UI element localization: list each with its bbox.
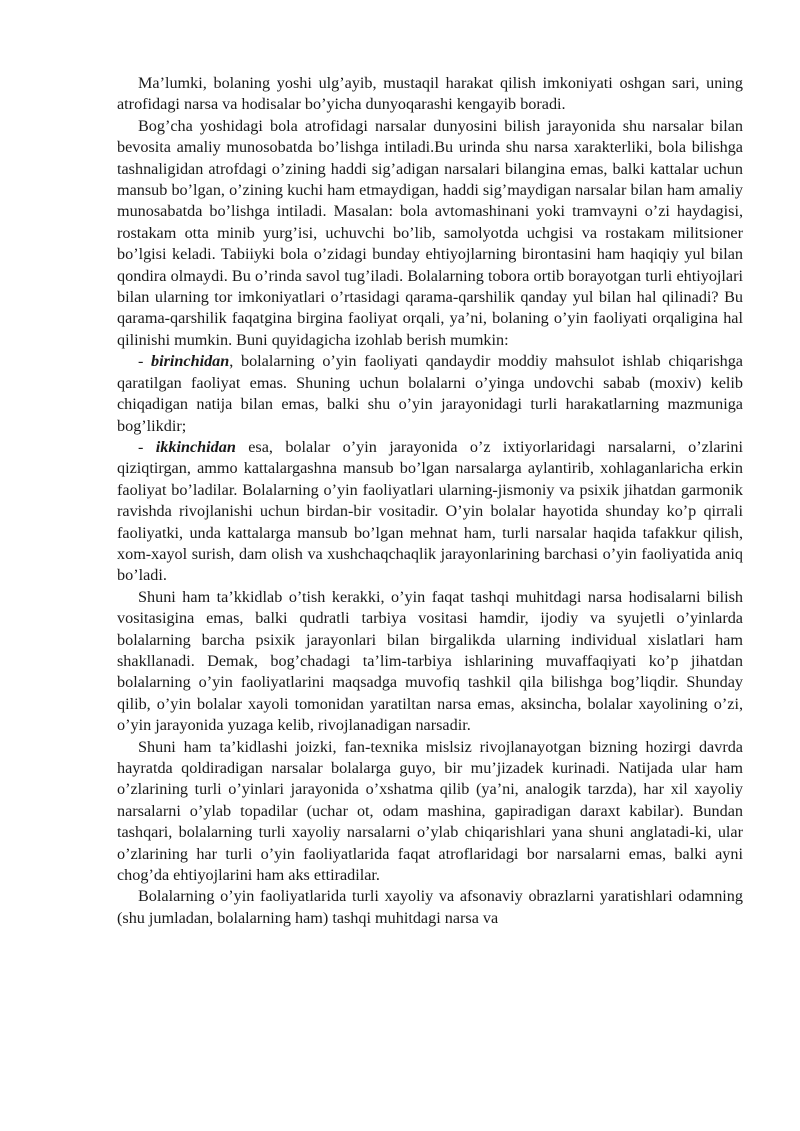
document-page: [117, 73, 743, 929]
paragraph-text: esa, bolalar o’yin jarayonida o’z ixtiyorlaridagi narsalarni, o’zlarini qiziqtirgan, ammo kattalargashna mansub bo’lgan narsalarga aylantirib, xohlaganlaricha erkin faoliyat bo’ladilar. Bolalarning o’yin faoliyatlari ularning-jismoniy va psixik jihatdan garmonik ravishda rivojlanishi uchun birdan-bir vositadir. O’yin bolalar hayotida shunday ko’p qirrali faoliyatki, unda kattalarga mansub bo’lgan mehnat ham, turli narsalar haqida tafakkur qilish, xom-xayol surish, dam olish va xushchaqchaqlik jarayonlarining barchasi o’yin faoliyatida aniq bo’ladi.: [117, 437, 743, 585]
paragraph-6: [117, 737, 743, 887]
paragraph-1: [117, 73, 743, 116]
paragraph-text: Shuni ham ta’kkidlab o’tish kerakki, o’yin faqat tashqi muhitdagi narsa hodisalarni bilish vositasigina emas, balki qudratli tarbiya vositasi hamdir, ijodiy va syujetli o’yinlarda bolalarning barcha psixik jarayonlari bilan birgalikda ularning individual xislatlari ham shakllanadi. Demak, bog’chadagi ta’lim-tarbiya ishlarining muvaffaqiyati ko’p jihatdan bolalarning o’yin faoliyatlarini maqsadga muvofiq tashkil qila bilishga bog’liqdir. Shunday qilib, o’yin bolalar xayoli tomonidan yaratiltan narsa emas, aksincha, bolalar xayolining o’zi, o’yin jarayonida yuzaga kelib, rivojlanadigan narsadir.: [117, 587, 743, 735]
paragraph-7: [117, 886, 743, 929]
paragraph-text: Bolalarning o’yin faoliyatlarida turli xayoliy va afsonaviy obrazlarni yaratishlari odamning (shu jumladan, bolalarning ham) tashqi muhitdagi narsa va: [117, 887, 743, 927]
emphasis-term: birinchidan: [151, 352, 230, 371]
paragraph-text: Bog’cha yoshidagi bola atrofidagi narsalar dunyosini bilish jarayonida shu narsalar bilan bevosita amaliy munosobatda bo’lishga intiladi.Bu urinda shu narsa xarakterliki, bola bilishga tashnaligidan atrofdagi o’zining haddi sig’adigan narsalari bilangina emas, balki kattalar uchun mansub bo’lgan, o’zining kuchi ham etmaydigan, haddi sig’maydigan narsalar bilan ham amaliy munosabatda bo’lishga intiladi. Masalan: bola avtomashinani yoki tramvayni o’zi haydagisi, rostakam otta minib yurg’isi, uchuvchi bo’lib, samolyotda uchgisi va rostakam militsioner bo’lgisi keladi. Tabiiyki bola o’zidagi bunday ehtiyojlarning birontasini ham haqiqiy yul bilan qondira olmaydi. Bu o’rinda savol tug’iladi. Bolalarning tobora ortib borayotgan turli ehtiyojlari bilan ularning tor imkoniyatlari o’rtasidagi qarama-qarshilik qanday yul bilan hal qilinadi? Bu qarama-qarshilik faqatgina birgina faoliyat orqali, ya’ni, bolaning o’yin faoliyati orqaligina hal qilinishi mumkin. Buni quyidagicha izohlab berish mumkin:: [117, 116, 743, 349]
paragraph-4-list-item: [117, 437, 743, 587]
paragraph-3-list-item: [117, 351, 743, 437]
paragraph-text: Ma’lumki, bolaning yoshi ulg’ayib, mustaqil harakat qilish imkoniyati oshgan sari, uning atrofidagi narsa va hodisalar bo’yicha dunyoqarashi kengayib boradi.: [117, 74, 743, 114]
paragraph-5: [117, 587, 743, 737]
list-dash: -: [138, 437, 156, 456]
paragraph-2: [117, 116, 743, 351]
paragraph-text: , bolalarning o’yin faoliyati qandaydir moddiy mahsulot ishlab chiqarishga qaratilgan faoliyat emas. Shuning uchun bolalarni o’yinga undovchi sabab (moxiv) kelib chiqadigan natija bilan emas, balki shu o’yin jarayonidagi turli harakatlarning mazmuniga bog’likdir;: [117, 352, 743, 435]
list-dash: -: [138, 352, 152, 371]
paragraph-text: Shuni ham ta’kidlashi joizki, fan-texnika mislsiz rivojlanayotgan bizning hozirgi davrda hayratda qoldiradigan narsalar bolalarga guyo, bir mu’jizadek kurinadi. Natijada ular ham o’zlarining turli o’yinlari jarayonida o’xshatma qilib (ya’ni, analogik tarzda), har xil xayoliy narsalarni o’ylab topadilar (uchar ot, odam mashina, gapiradigan daraxt kabilar). Bundan tashqari, bolalarning turli xayoliy narsalarni o’ylab chiqarishlari yana shuni anglatadi-ki, ular o’zlarining har turli o’yin faoliyatlarida faqat atroflaridagi bor narsalarni emas, balki ayni chog’da ehtiyojlarini ham aks ettiradilar.: [117, 737, 743, 885]
emphasis-term: ikkinchidan: [155, 437, 236, 456]
